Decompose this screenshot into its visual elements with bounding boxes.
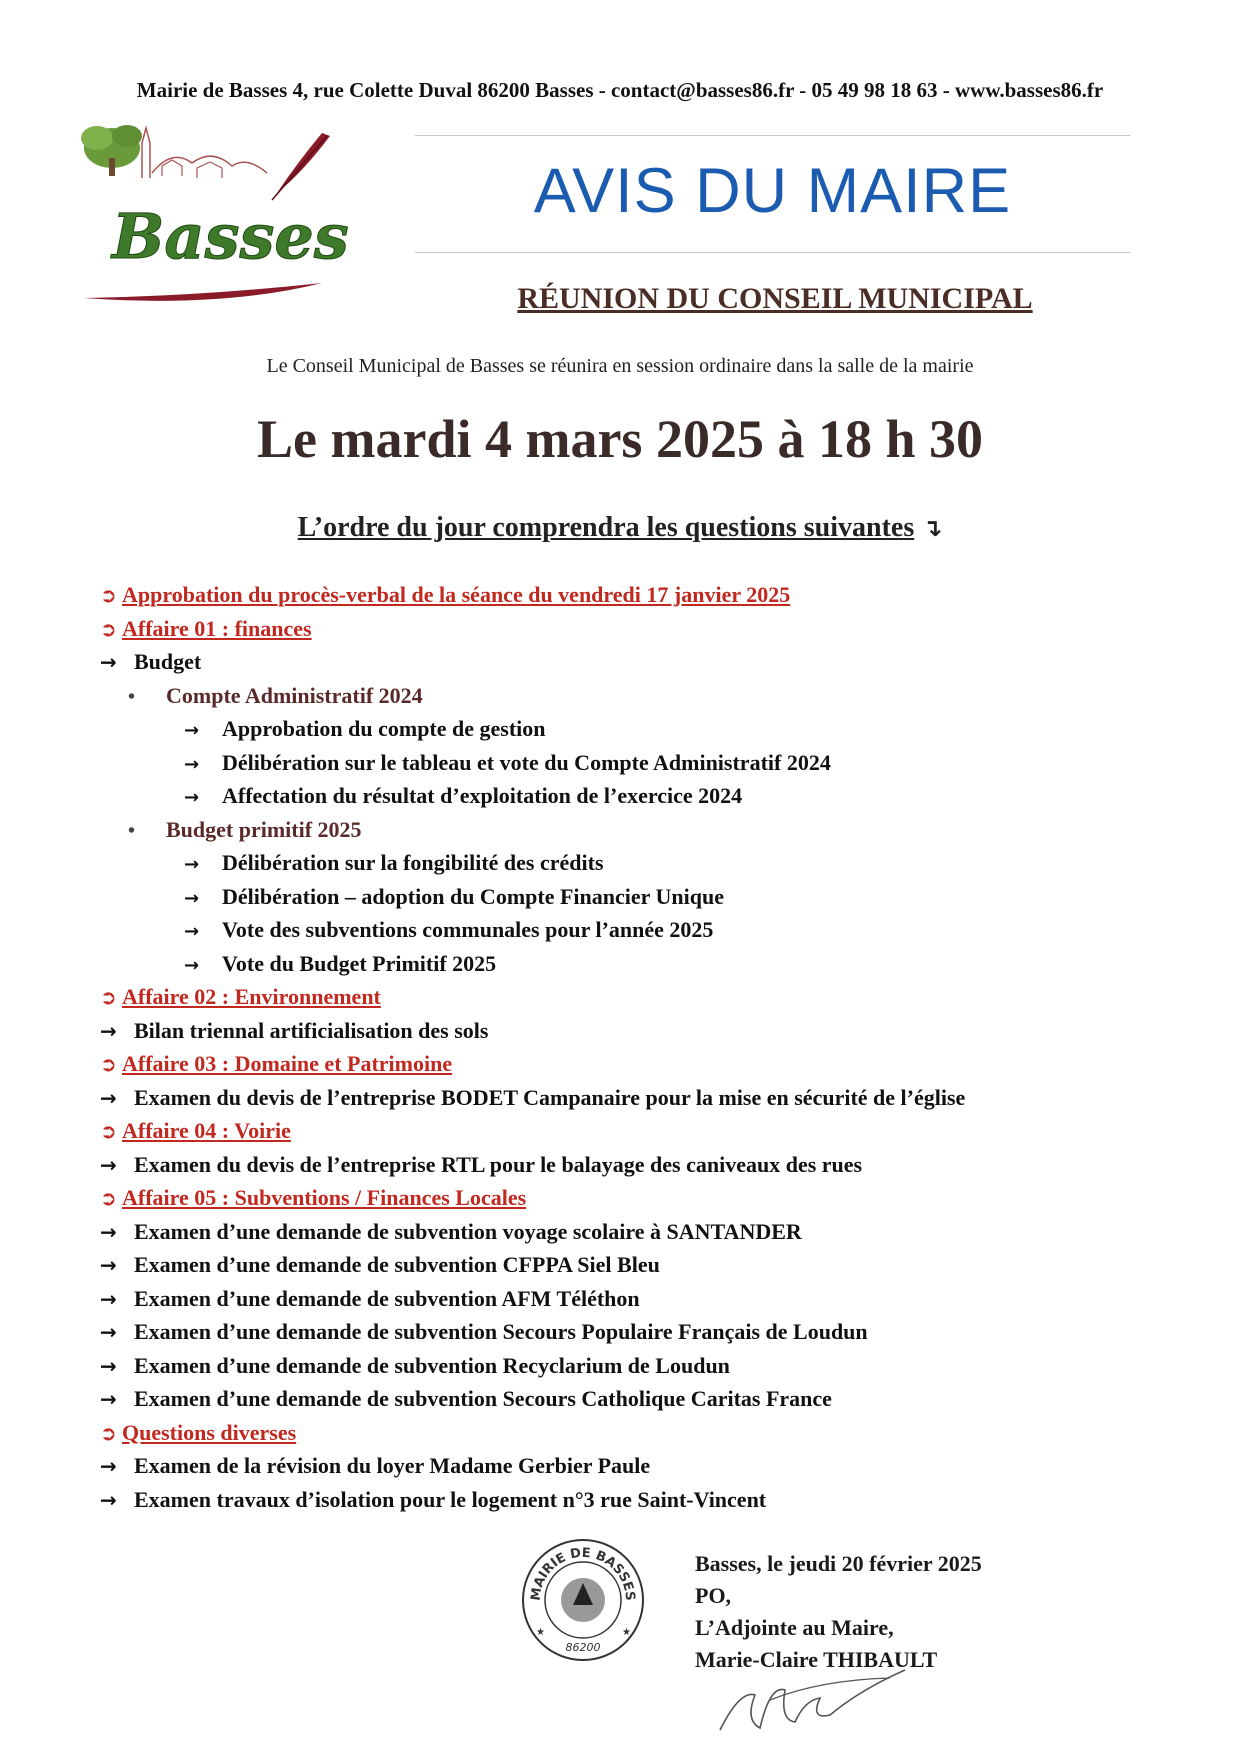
bullet-icon: • [128,819,136,842]
curved-arrow-icon: ↴ [922,514,943,542]
agenda-subitem [100,712,1140,746]
sub-arrow-icon: → [184,887,200,909]
agenda-subitem-text: Affectation du résultat d’exploitation de l’exercice 2024 [222,783,743,808]
agenda-item [100,1014,1140,1048]
contact-header: Mairie de Basses 4, rue Colette Duval 86200 Basses - contact@basses86.fr - 05 49 98 18 63 - www.basses86.fr [136,78,1104,102]
town-seal [518,1535,648,1665]
agenda-section-heading-text: Questions diverses [122,1419,297,1445]
agenda-item-text: Examen du devis de l’entreprise BODET Campanaire pour la mise en sécurité de l’église [134,1084,966,1110]
agenda-item-text: Budget [134,649,202,674]
agenda-subitem [100,846,1140,880]
seal-bottom-text: 86200 [565,1641,601,1654]
sub-arrow-icon: → [184,720,200,741]
agenda-subitem [100,947,1140,981]
subtitle: RÉUNION DU CONSEIL MUNICIPAL [517,282,1033,315]
agenda-subitem-text: Délibération – adoption du Compte Financier Unique [222,883,724,909]
section-arrow-icon: ➲ [100,1052,117,1076]
agenda-heading-text: L’ordre du jour comprendra les questions suivantes [297,512,915,543]
agenda-subheading [100,813,1140,847]
agenda-item-text: Examen d’une demande de subvention voyage scolaire à SANTANDER [134,1218,802,1244]
title-rule-bottom [415,252,1130,253]
agenda-item [100,1248,1140,1282]
seal-top-text: MAIRIE DE BASSES [528,1545,638,1602]
agenda-subitem [100,779,1140,813]
agenda-heading [0,512,1240,544]
sub-arrow-icon: → [184,753,200,775]
arrow-icon: → [100,650,117,674]
agenda-item [100,1315,1140,1349]
agenda-subitem [100,880,1140,914]
arrow-icon: → [100,1286,117,1311]
sub-arrow-icon: → [184,854,200,875]
sub-arrow-icon: → [184,921,200,942]
agenda-subheading [100,679,1140,713]
arrow-icon: → [100,1018,117,1043]
basses-logo [72,118,372,328]
agenda-subheading-text: Budget primitif 2025 [166,816,362,842]
agenda-item [100,1483,1140,1517]
arrow-icon: → [100,1353,117,1378]
svg-text:★: ★ [536,1627,545,1638]
agenda-subitem-text: Délibération sur le tableau et vote du Compte Administratif 2024 [222,749,831,775]
signature-place-date: Basses, le jeudi 20 février 2025 [695,1551,982,1576]
sub-arrow-icon: → [184,954,200,976]
agenda-item [100,1081,1140,1115]
agenda-section-heading-text: Approbation du procès-verbal de la séance du vendredi 17 janvier 2025 [122,582,791,607]
arrow-icon: → [100,1219,117,1244]
agenda-section-heading-text: Affaire 03 : Domaine et Patrimoine [122,1051,453,1076]
agenda-item-text: Examen de la révision du loyer Madame Gerbier Paule [134,1453,651,1478]
intro-text: Le Conseil Municipal de Basses se réunira en session ordinaire dans la salle de la mairie [266,355,974,377]
section-arrow-icon: ➲ [100,1420,117,1445]
arrow-icon: → [100,1487,117,1512]
agenda-section-heading [100,612,1140,646]
agenda-section-heading [100,1181,1140,1215]
meeting-date: Le mardi 4 mars 2025 à 18 h 30 [257,409,983,469]
page-title: AVIS DU MAIRE [533,156,1012,226]
title-rule-top [415,135,1130,136]
agenda-item [100,1349,1140,1383]
agenda-item [100,1382,1140,1416]
agenda-item [100,1282,1140,1316]
section-arrow-icon: ➲ [100,1119,117,1143]
signature-role: L’Adjointe au Maire, [695,1615,894,1640]
agenda-section-heading-text: Affaire 05 : Subventions / Finances Locales [122,1185,527,1210]
logo-text: Basses [112,200,349,273]
arrow-icon: → [100,1320,117,1344]
agenda-item-text: Examen d’une demande de subvention CFPPA Siel Bleu [134,1252,660,1277]
agenda-subitem [100,746,1140,780]
agenda-subitem [100,913,1140,947]
section-arrow-icon: ➲ [100,985,117,1009]
arrow-icon: → [100,1387,117,1411]
agenda-subitem-text: Vote des subventions communales pour l’année 2025 [222,917,714,942]
agenda-section-heading-text: Affaire 02 : Environnement [122,984,381,1009]
agenda-subitem-text: Délibération sur la fongibilité des crédits [222,850,604,875]
handwritten-signature [700,1650,910,1740]
agenda-item-text: Examen d’une demande de subvention Recyclarium de Loudun [134,1352,730,1378]
agenda-item [100,1215,1140,1249]
agenda-item-text: Examen du devis de l’entreprise RTL pour le balayage des caniveaux des rues [134,1151,863,1177]
agenda-section-heading [100,1047,1140,1081]
section-arrow-icon: ➲ [100,583,117,607]
signature-po: PO, [695,1583,732,1608]
arrow-icon: → [100,1085,117,1110]
section-arrow-icon: ➲ [100,1186,117,1210]
agenda-list [100,578,1140,1516]
agenda-section-heading [100,1416,1140,1450]
agenda-item-text: Bilan triennal artificialisation des sols [134,1017,489,1043]
agenda-item-text: Examen d’une demande de subvention AFM Téléthon [134,1285,640,1311]
bullet-icon: • [128,685,136,708]
agenda-item [100,645,1140,679]
agenda-subitem-text: Vote du Budget Primitif 2025 [222,950,497,976]
agenda-item-text: Examen travaux d’isolation pour le logement n°3 rue Saint-Vincent [134,1486,767,1512]
signature-name: Marie-Claire THIBAULT [695,1647,938,1672]
agenda-item [100,1449,1140,1483]
sub-arrow-icon: → [184,787,200,808]
arrow-icon: → [100,1454,117,1478]
arrow-icon: → [100,1152,117,1177]
agenda-subitem-text: Approbation du compte de gestion [222,716,546,741]
section-arrow-icon: ➲ [100,616,117,641]
agenda-section-heading [100,1114,1140,1148]
agenda-section-heading-text: Affaire 04 : Voirie [122,1118,291,1143]
agenda-item [100,1148,1140,1182]
agenda-section-heading [100,578,1140,612]
arrow-icon: → [100,1253,117,1277]
agenda-item-text: Examen d’une demande de subvention Secours Populaire Français de Loudun [134,1319,868,1344]
agenda-subheading-text: Compte Administratif 2024 [166,682,423,708]
agenda-item-text: Examen d’une demande de subvention Secours Catholique Caritas France [134,1386,832,1411]
svg-text:★: ★ [622,1627,631,1638]
agenda-section-heading-text: Affaire 01 : finances [122,615,312,641]
agenda-section-heading [100,980,1140,1014]
